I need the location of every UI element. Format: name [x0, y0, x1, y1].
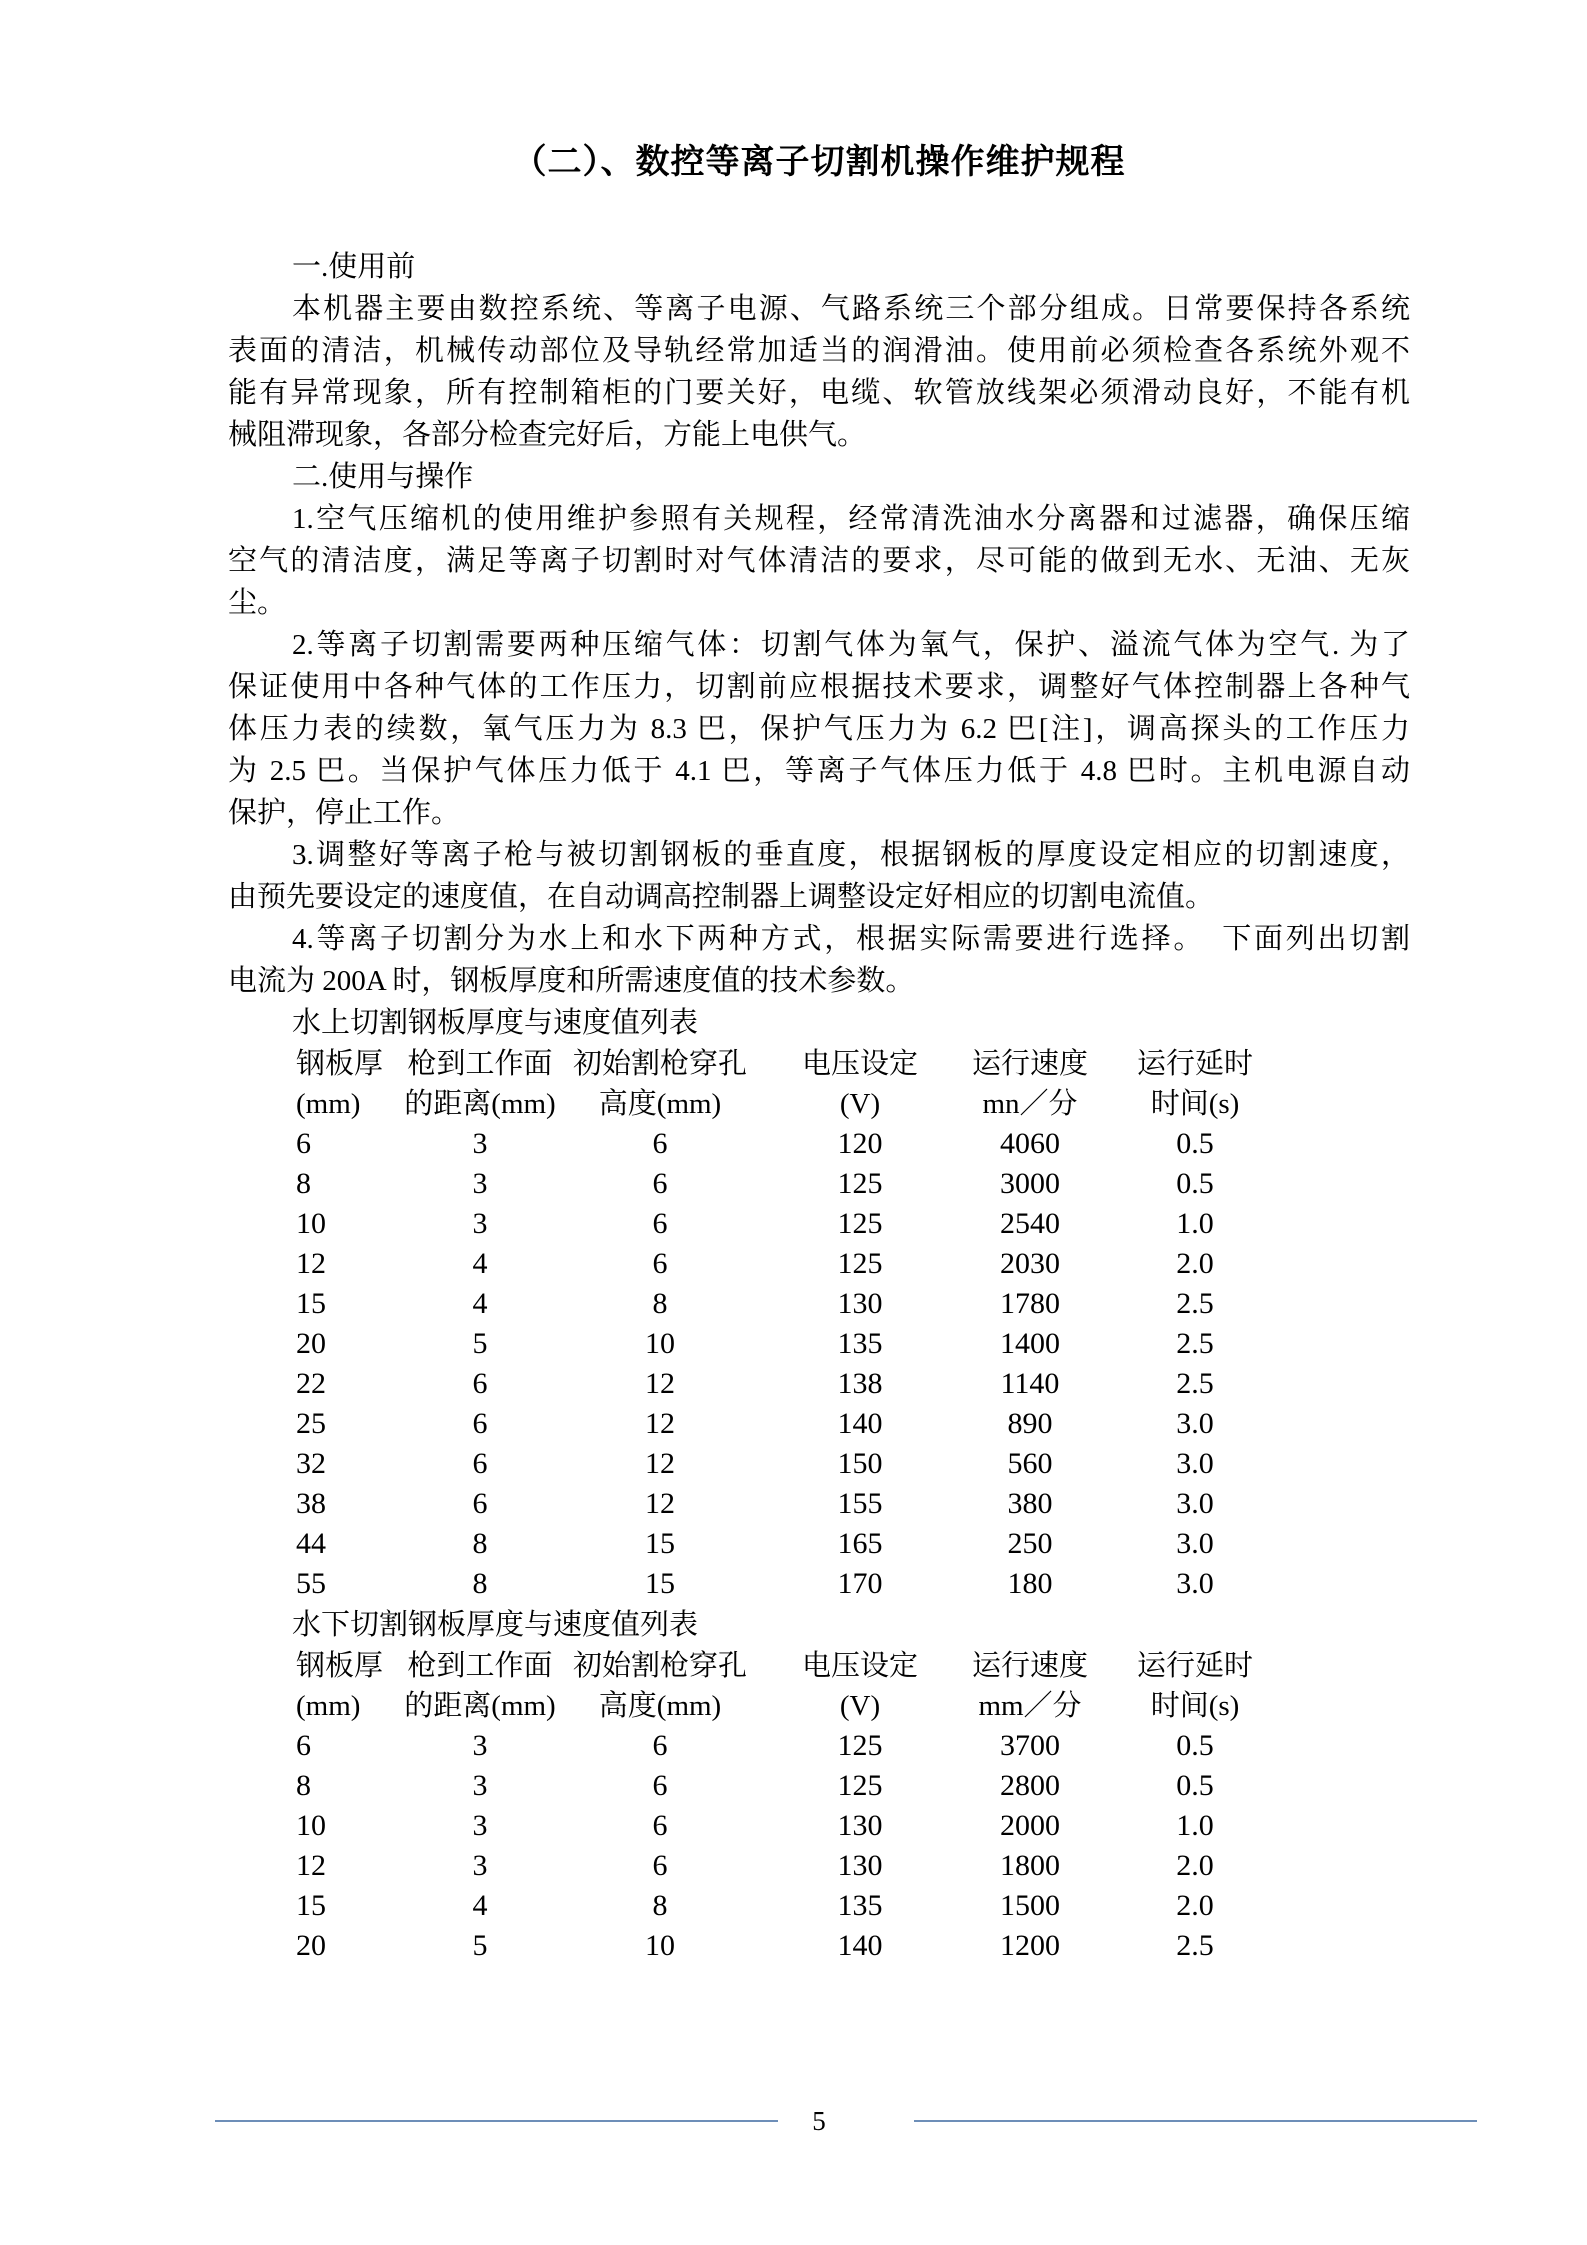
body-line: 2.等离子切割需要两种压缩气体：切割气体为氧气，保护、溢流气体为空气. 为了 [292, 629, 1410, 661]
table-cell: 140 [837, 1407, 883, 1440]
body-line: 3.调整好等离子枪与被切割钢板的垂直度，根据钢板的厚度设定相应的切割速度， [292, 839, 1410, 871]
column-header: 的距离(mm) [404, 1690, 556, 1722]
table-cell: 6 [472, 1367, 488, 1400]
table-cell: 2.5 [1176, 1367, 1214, 1400]
table-cell: 1.0 [1176, 1809, 1214, 1842]
table-row [280, 1404, 1410, 1444]
table-cell: 3.0 [1176, 1487, 1214, 1520]
column-header: 初始割枪穿孔 [572, 1048, 747, 1080]
body-line: 能有异常现象，所有控制箱柜的门要关好，电缆、软管放线架必须滑动良好，不能有机 [228, 377, 1410, 409]
table-cell: 2800 [1000, 1769, 1060, 1802]
table-cell: 1200 [1000, 1929, 1060, 1962]
column-header: 钢板厚 [296, 1650, 384, 1682]
page-footer [215, 2106, 1477, 2136]
column-header: 初始割枪穿孔 [572, 1650, 747, 1682]
body-line: 本机器主要由数控系统、等离子电源、气路系统三个部分组成。日常要保持各系统 [292, 293, 1410, 325]
table-cell: 5 [472, 1929, 488, 1962]
table-cell: 130 [837, 1809, 883, 1842]
column-header: (mm) [296, 1690, 361, 1722]
table-row [280, 1324, 1410, 1364]
column-header: 枪到工作面 [407, 1650, 553, 1682]
table-row [280, 1164, 1410, 1204]
table-cell: 2.0 [1176, 1247, 1214, 1280]
table-row [280, 1806, 1410, 1846]
table-cell: 3 [472, 1207, 488, 1240]
table-cell: 6 [472, 1407, 488, 1440]
table-cell: 138 [837, 1367, 883, 1400]
table-cell: 38 [296, 1487, 326, 1520]
table-cell: 6 [296, 1729, 311, 1762]
table-cell: 2.5 [1176, 1327, 1214, 1360]
body-line: 为 2.5 巴。当保护气体压力低于 4.1 巴，等离子气体压力低于 4.8 巴时。主机电源自动 [228, 755, 1410, 787]
table-cell: 3 [472, 1729, 488, 1762]
table-cell: 2000 [1000, 1809, 1060, 1842]
column-header: 钢板厚 [296, 1048, 384, 1080]
table-cell: 250 [1007, 1527, 1053, 1560]
table-cell: 135 [837, 1327, 883, 1360]
page-title: （二）、数控等离子切割机操作维护规程 [512, 144, 1126, 181]
table-cell: 12 [296, 1247, 326, 1280]
table-cell: 8 [652, 1287, 668, 1320]
table-row [280, 1564, 1410, 1604]
table-cell: 1400 [1000, 1327, 1060, 1360]
table-cell: 8 [296, 1167, 311, 1200]
table-cell: 6 [652, 1247, 668, 1280]
table-cell: 3.0 [1176, 1567, 1214, 1600]
table-cell: 130 [837, 1287, 883, 1320]
table-cell: 120 [837, 1127, 883, 1160]
body-line: 表面的清洁，机械传动部位及导轨经常加适当的润滑油。使用前必须检查各系统外观不 [228, 335, 1410, 367]
table-cell: 3 [472, 1167, 488, 1200]
table-cell: 1780 [1000, 1287, 1060, 1320]
table-cell: 15 [645, 1527, 675, 1560]
body-line: 保护，停止工作。 [228, 797, 461, 829]
table-cell: 2.5 [1176, 1929, 1214, 1962]
table-cell: 3 [472, 1809, 488, 1842]
table-cell: 2030 [1000, 1247, 1060, 1280]
table-cell: 125 [837, 1207, 883, 1240]
table-cell: 0.5 [1176, 1167, 1214, 1200]
body-line: 体压力表的续数，氧气压力为 8.3 巴，保护气压力为 6.2 巴[注]，调高探头的工作压力 [228, 713, 1410, 745]
table-cell: 10 [645, 1929, 675, 1962]
table-cell: 1800 [1000, 1849, 1060, 1882]
table-row [280, 1484, 1410, 1524]
table-cell: 12 [645, 1487, 675, 1520]
table-header-row [280, 1044, 1410, 1084]
column-header: 高度(mm) [598, 1088, 722, 1120]
table-row [280, 1846, 1410, 1886]
table-cell: 3700 [1000, 1729, 1060, 1762]
table-cell: 0.5 [1176, 1729, 1214, 1762]
table-cell: 2.5 [1176, 1287, 1214, 1320]
table-cell: 22 [296, 1367, 326, 1400]
table-cell: 10 [645, 1327, 675, 1360]
table-row [280, 1244, 1410, 1284]
table-cell: 6 [652, 1849, 668, 1882]
table-cell: 180 [1007, 1567, 1053, 1600]
table-cell: 6 [652, 1809, 668, 1842]
table-cell: 32 [296, 1447, 326, 1480]
table-cell: 15 [296, 1889, 326, 1922]
table-cell: 125 [837, 1247, 883, 1280]
column-header: (mm) [296, 1088, 361, 1120]
table-cell: 2.0 [1176, 1849, 1214, 1882]
table-header-row [280, 1084, 1410, 1124]
table-cell: 12 [645, 1447, 675, 1480]
table-cell: 25 [296, 1407, 326, 1440]
document-body [228, 246, 1410, 1966]
table-cell: 380 [1007, 1487, 1053, 1520]
column-header: 的距离(mm) [404, 1088, 556, 1120]
table-cell: 0.5 [1176, 1769, 1214, 1802]
table-cell: 135 [837, 1889, 883, 1922]
table-cell: 15 [296, 1287, 326, 1320]
column-header: (V) [839, 1690, 881, 1722]
table-cell: 6 [652, 1167, 668, 1200]
table-cell: 6 [472, 1487, 488, 1520]
table-cell: 890 [1007, 1407, 1053, 1440]
table-cell: 6 [652, 1207, 668, 1240]
body-line: 由预先要设定的速度值，在自动调高控制器上调整设定好相应的切割电流值。 [228, 881, 1215, 913]
body-line: 一.使用前 [292, 251, 416, 283]
table-cell: 4 [472, 1247, 488, 1280]
table-cell: 4 [472, 1287, 488, 1320]
table-cell: 6 [652, 1769, 668, 1802]
table-row [280, 1766, 1410, 1806]
table-cell: 2540 [1000, 1207, 1060, 1240]
column-header: 高度(mm) [598, 1690, 722, 1722]
column-header: 运行速度 [971, 1650, 1088, 1682]
table-cell: 165 [837, 1527, 883, 1560]
table-row [280, 1284, 1410, 1324]
table-cell: 1.0 [1176, 1207, 1214, 1240]
table-cell: 44 [296, 1527, 326, 1560]
table-caption: 水上切割钢板厚度与速度值列表 [292, 1007, 699, 1039]
column-header: 运行延时 [1136, 1650, 1253, 1682]
table-cell: 8 [652, 1889, 668, 1922]
table-cell: 20 [296, 1929, 326, 1962]
body-line: 1.空气压缩机的使用维护参照有关规程，经常清洗油水分离器和过滤器，确保压缩 [292, 503, 1410, 535]
table-cell: 3.0 [1176, 1407, 1214, 1440]
table-cell: 3 [472, 1769, 488, 1802]
table-cell: 150 [837, 1447, 883, 1480]
table-cell: 560 [1007, 1447, 1053, 1480]
body-line: 电流为 200A 时，钢板厚度和所需速度值的技术参数。 [228, 965, 915, 997]
table-cell: 130 [837, 1849, 883, 1882]
table-caption: 水下切割钢板厚度与速度值列表 [292, 1609, 699, 1641]
table-cell: 4 [472, 1889, 488, 1922]
table-cell: 0.5 [1176, 1127, 1214, 1160]
table-cell: 5 [472, 1327, 488, 1360]
table-cell: 2.0 [1176, 1889, 1214, 1922]
page-number: 5 [812, 2106, 826, 2136]
table-cell: 155 [837, 1487, 883, 1520]
table-cell: 55 [296, 1567, 326, 1600]
table-header-row [280, 1646, 1410, 1686]
body-line: 二.使用与操作 [292, 461, 474, 493]
document-content [228, 138, 1410, 1966]
table-cell: 10 [296, 1809, 326, 1842]
table-cell: 6 [472, 1447, 488, 1480]
table-cell: 125 [837, 1729, 883, 1762]
table-row [280, 1124, 1410, 1164]
column-header: mn／分 [982, 1088, 1078, 1120]
column-header: 运行延时 [1136, 1048, 1253, 1080]
table-cell: 170 [837, 1567, 883, 1600]
table-cell: 8 [296, 1769, 311, 1802]
table-cell: 6 [652, 1127, 668, 1160]
table-cell: 125 [837, 1769, 883, 1802]
table-cell: 10 [296, 1207, 326, 1240]
table-cell: 12 [296, 1849, 326, 1882]
table-cell: 20 [296, 1327, 326, 1360]
table-cell: 6 [296, 1127, 311, 1160]
column-header: mm／分 [978, 1690, 1082, 1722]
table-row [280, 1444, 1410, 1484]
parameters-table [280, 1044, 1410, 1604]
table-cell: 12 [645, 1407, 675, 1440]
table-cell: 4060 [1000, 1127, 1060, 1160]
body-line: 尘。 [228, 587, 287, 619]
table-cell: 8 [472, 1527, 488, 1560]
footer-rule-left [215, 2120, 778, 2122]
body-line: 保证使用中各种气体的工作压力，切割前应根据技术要求，调整好气体控制器上各种气 [228, 671, 1410, 703]
column-header: 时间(s) [1150, 1690, 1240, 1722]
table-row [280, 1726, 1410, 1766]
table-cell: 12 [645, 1367, 675, 1400]
table-cell: 1500 [1000, 1889, 1060, 1922]
table-cell: 3 [472, 1849, 488, 1882]
table-row [280, 1926, 1410, 1966]
table-row [280, 1204, 1410, 1244]
table-row [280, 1364, 1410, 1404]
table-header-row [280, 1686, 1410, 1726]
body-line: 4.等离子切割分为水上和水下两种方式，根据实际需要进行选择。 下面列出切割 [292, 923, 1410, 955]
table-cell: 3.0 [1176, 1447, 1214, 1480]
table-cell: 3 [472, 1127, 488, 1160]
table-cell: 3.0 [1176, 1527, 1214, 1560]
parameters-table [280, 1646, 1410, 1966]
body-line: 空气的清洁度，满足等离子切割时对气体清洁的要求，尽可能的做到无水、无油、无灰 [228, 545, 1410, 577]
table-cell: 6 [652, 1729, 668, 1762]
table-cell: 125 [837, 1167, 883, 1200]
table-row [280, 1524, 1410, 1564]
table-row [280, 1886, 1410, 1926]
column-header: 枪到工作面 [407, 1048, 553, 1080]
column-header: 运行速度 [971, 1048, 1088, 1080]
column-header: 时间(s) [1150, 1088, 1240, 1120]
table-cell: 8 [472, 1567, 488, 1600]
column-header: (V) [839, 1088, 881, 1120]
column-header: 电压设定 [801, 1048, 918, 1080]
body-line: 械阻滞现象，各部分检查完好后，方能上电供气。 [228, 419, 867, 451]
table-cell: 1140 [1000, 1367, 1060, 1400]
table-cell: 15 [645, 1567, 675, 1600]
column-header: 电压设定 [801, 1650, 918, 1682]
table-cell: 140 [837, 1929, 883, 1962]
table-cell: 3000 [1000, 1167, 1060, 1200]
footer-rule-right [914, 2120, 1477, 2122]
